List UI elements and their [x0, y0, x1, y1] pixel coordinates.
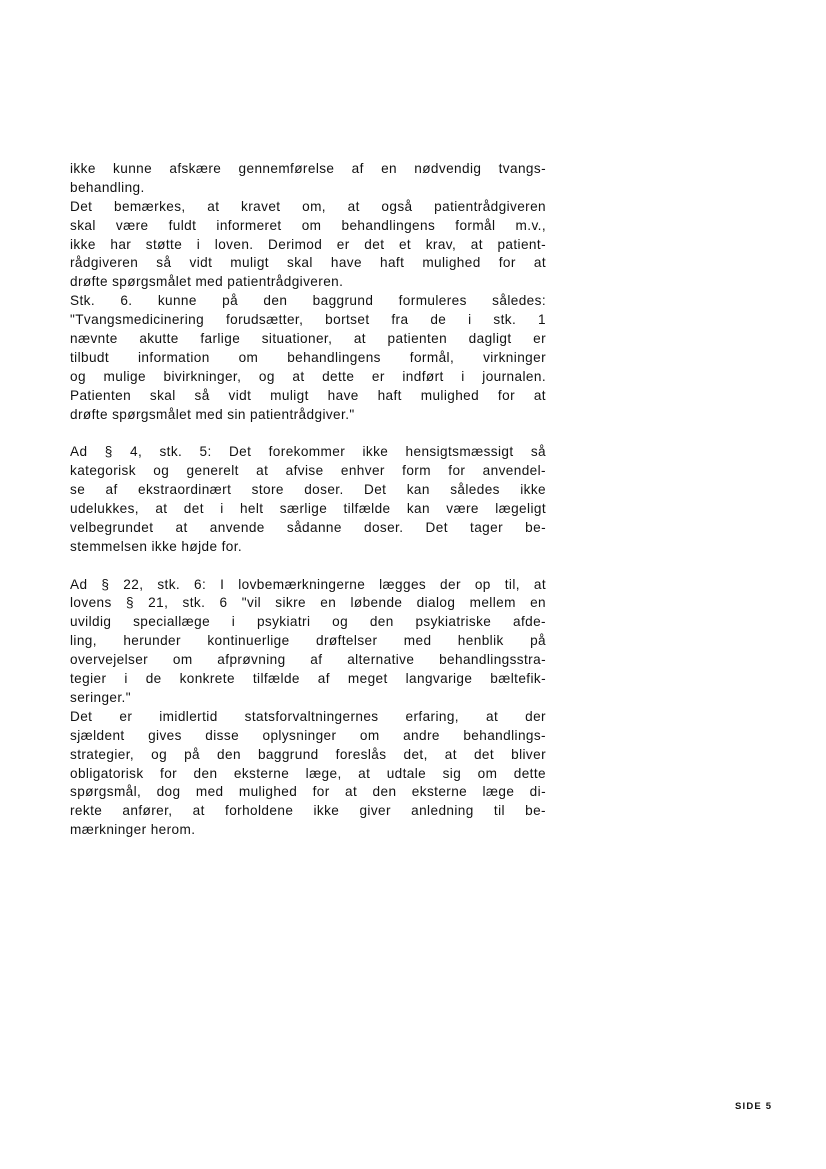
text-line: strategier, og på den baggrund foreslås det, at det bliver — [70, 746, 546, 762]
text-line: Stk. 6. kunne på den baggrund formuleres således: — [70, 293, 546, 309]
page-number: SIDE 5 — [735, 1101, 773, 1112]
text-line: udelukkes, at det i helt særlige tilfælde kan være lægeligt — [70, 501, 546, 517]
paragraph — [70, 292, 546, 424]
paragraph — [70, 443, 546, 556]
text-line: overvejelser om afprøvning af alternative behandlingsstra- — [70, 652, 546, 668]
text-line: drøfte spørgsmålet med sin patientrådgiver." — [70, 406, 355, 422]
text-line: "Tvangsmedicinering forudsætter, bortset fra de i stk. 1 — [70, 312, 546, 328]
text-line: rekte anfører, at forholdene ikke giver anledning til be- — [70, 803, 546, 819]
text-line: Ad § 4, stk. 5: Det forekommer ikke hensigtsmæssigt så — [70, 444, 546, 460]
text-line: Det er imidlertid statsforvaltningernes erfaring, at der — [70, 708, 546, 724]
paragraph — [70, 576, 546, 708]
text-line: drøfte spørgsmålet med patientrådgiveren. — [70, 274, 344, 290]
paragraph-gap — [70, 557, 546, 576]
text-line: velbegrundet at anvende sådanne doser. Det tager be- — [70, 519, 546, 535]
text-line: spørgsmål, dog med mulighed for at den eksterne læge di- — [70, 784, 546, 800]
paragraph — [70, 160, 546, 198]
paragraph — [70, 198, 546, 292]
paragraph — [70, 708, 546, 840]
text-line: uvildig speciallæge i psykiatri og den psykiatriske afde- — [70, 614, 546, 630]
text-line: skal være fuldt informeret om behandlingens formål m.v., — [70, 217, 546, 233]
text-line: ikke kunne afskære gennemførelse af en nødvendig tvangs- — [70, 161, 546, 176]
text-line: behandling. — [70, 179, 145, 195]
text-line: nævnte akutte farlige situationer, at patienten dagligt er — [70, 331, 546, 347]
text-line: Ad § 22, stk. 6: I lovbemærkningerne lægges der op til, at — [70, 576, 546, 592]
text-line: mærkninger herom. — [70, 822, 196, 838]
text-line: og mulige bivirkninger, og at dette er indført i journalen. — [70, 368, 546, 384]
body-text — [70, 160, 546, 840]
text-line: Det bemærkes, at kravet om, at også patientrådgiveren — [70, 198, 546, 214]
text-line: rådgiveren så vidt muligt skal have haft mulighed for at — [70, 255, 546, 271]
text-line: sjældent gives disse oplysninger om andre behandlings- — [70, 727, 546, 743]
text-line: se af ekstraordinært store doser. Det kan således ikke — [70, 482, 546, 498]
text-line: ling, herunder kontinuerlige drøftelser med henblik på — [70, 633, 546, 649]
text-line: stemmelsen ikke højde for. — [70, 538, 243, 554]
text-line: seringer." — [70, 689, 131, 705]
text-line: kategorisk og generelt at afvise enhver form for anvendel- — [70, 463, 546, 479]
text-line: ikke har støtte i loven. Derimod er det et krav, at patient- — [70, 236, 546, 252]
text-line: tegier i de konkrete tilfælde af meget langvarige bæltefik- — [70, 671, 546, 687]
text-line: Patienten skal så vidt muligt have haft mulighed for at — [70, 387, 546, 403]
text-line: tilbudt information om behandlingens formål, virkninger — [70, 349, 546, 365]
text-line: lovens § 21, stk. 6 "vil sikre en løbende dialog mellem en — [70, 595, 546, 611]
paragraph-gap — [70, 424, 546, 443]
text-line: obligatorisk for den eksterne læge, at udtale sig om dette — [70, 765, 546, 781]
